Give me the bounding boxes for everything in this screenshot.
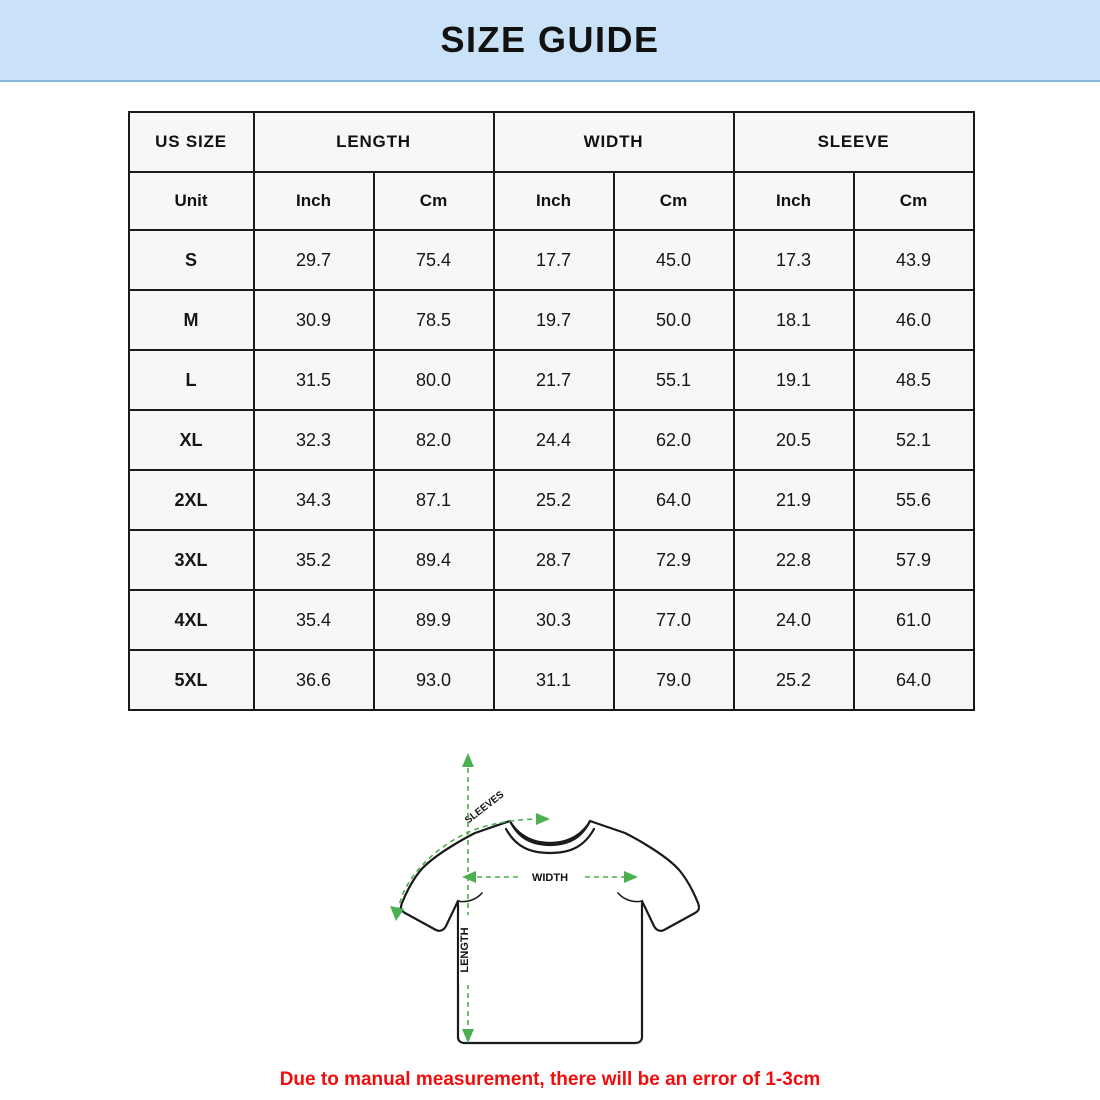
size-table-container	[128, 111, 973, 711]
table-row	[129, 530, 974, 590]
cell-width-cm: 45.0	[614, 230, 734, 290]
cell-width-inch: 30.3	[494, 590, 614, 650]
table-group-header-row	[129, 112, 974, 172]
cell-length-cm: 80.0	[374, 350, 494, 410]
header-banner	[0, 0, 1100, 82]
cell-sleeve-inch: 20.5	[734, 410, 854, 470]
cell-sleeve-inch: 17.3	[734, 230, 854, 290]
cell-width-inch: 17.7	[494, 230, 614, 290]
arrow-length-top	[462, 753, 474, 767]
cell-sleeve-cm: 52.1	[854, 410, 974, 470]
cell-width-cm: 64.0	[614, 470, 734, 530]
table-row	[129, 350, 974, 410]
cell-width-inch: 25.2	[494, 470, 614, 530]
cell-sleeve-inch: 19.1	[734, 350, 854, 410]
arrow-sleeve-end	[536, 813, 550, 825]
cell-length-inch: 36.6	[254, 650, 374, 710]
table-row	[129, 470, 974, 530]
cell-width-cm: 62.0	[614, 410, 734, 470]
cell-size: 2XL	[129, 470, 254, 530]
table-row	[129, 650, 974, 710]
cell-width-inch: 21.7	[494, 350, 614, 410]
unit-width-cm: Cm	[614, 172, 734, 230]
tshirt-measurement-diagram	[0, 725, 1100, 1055]
cell-size: M	[129, 290, 254, 350]
group-header-length: LENGTH	[254, 112, 494, 172]
cell-length-inch: 35.4	[254, 590, 374, 650]
group-header-us-size: US SIZE	[129, 112, 254, 172]
cell-sleeve-cm: 61.0	[854, 590, 974, 650]
cell-length-inch: 30.9	[254, 290, 374, 350]
cell-length-inch: 34.3	[254, 470, 374, 530]
page-title: SIZE GUIDE	[440, 19, 660, 60]
cell-size: 5XL	[129, 650, 254, 710]
tshirt-icon	[340, 725, 760, 1055]
cell-sleeve-cm: 48.5	[854, 350, 974, 410]
cell-width-inch: 31.1	[494, 650, 614, 710]
table-unit-header-row	[129, 172, 974, 230]
cell-length-inch: 29.7	[254, 230, 374, 290]
diagram-label-sleeves: SLEEVES	[463, 789, 507, 827]
cell-sleeve-inch: 21.9	[734, 470, 854, 530]
cell-length-inch: 35.2	[254, 530, 374, 590]
unit-length-inch: Inch	[254, 172, 374, 230]
cell-sleeve-cm: 43.9	[854, 230, 974, 290]
diagram-label-length: LENGTH	[459, 927, 471, 973]
cell-sleeve-cm: 57.9	[854, 530, 974, 590]
cell-sleeve-cm: 46.0	[854, 290, 974, 350]
diagram-label-width: WIDTH	[531, 872, 569, 884]
cell-width-inch: 19.7	[494, 290, 614, 350]
unit-sleeve-cm: Cm	[854, 172, 974, 230]
table-row	[129, 590, 974, 650]
cell-sleeve-inch: 22.8	[734, 530, 854, 590]
group-header-sleeve: SLEEVE	[734, 112, 974, 172]
size-guide-table	[128, 111, 975, 711]
unit-label: Unit	[129, 172, 254, 230]
cell-sleeve-cm: 64.0	[854, 650, 974, 710]
cell-sleeve-inch: 18.1	[734, 290, 854, 350]
table-row	[129, 410, 974, 470]
cell-length-cm: 93.0	[374, 650, 494, 710]
cell-length-cm: 89.4	[374, 530, 494, 590]
cell-length-cm: 89.9	[374, 590, 494, 650]
group-header-width: WIDTH	[494, 112, 734, 172]
cell-length-cm: 78.5	[374, 290, 494, 350]
cell-width-cm: 77.0	[614, 590, 734, 650]
table-row	[129, 290, 974, 350]
measurement-disclaimer: Due to manual measurement, there will be an error of 1-3cm	[279, 1069, 821, 1090]
cell-size: S	[129, 230, 254, 290]
table-row	[129, 230, 974, 290]
cell-sleeve-cm: 55.6	[854, 470, 974, 530]
cell-width-cm: 50.0	[614, 290, 734, 350]
cell-sleeve-inch: 25.2	[734, 650, 854, 710]
cell-length-cm: 87.1	[374, 470, 494, 530]
cell-size: 3XL	[129, 530, 254, 590]
cell-length-inch: 31.5	[254, 350, 374, 410]
cell-width-inch: 24.4	[494, 410, 614, 470]
unit-width-inch: Inch	[494, 172, 614, 230]
cell-length-inch: 32.3	[254, 410, 374, 470]
cell-width-cm: 79.0	[614, 650, 734, 710]
cell-width-inch: 28.7	[494, 530, 614, 590]
cell-sleeve-inch: 24.0	[734, 590, 854, 650]
cell-length-cm: 82.0	[374, 410, 494, 470]
cell-size: L	[129, 350, 254, 410]
cell-length-cm: 75.4	[374, 230, 494, 290]
cell-size: XL	[129, 410, 254, 470]
cell-width-cm: 72.9	[614, 530, 734, 590]
cell-width-cm: 55.1	[614, 350, 734, 410]
cell-size: 4XL	[129, 590, 254, 650]
unit-length-cm: Cm	[374, 172, 494, 230]
unit-sleeve-inch: Inch	[734, 172, 854, 230]
